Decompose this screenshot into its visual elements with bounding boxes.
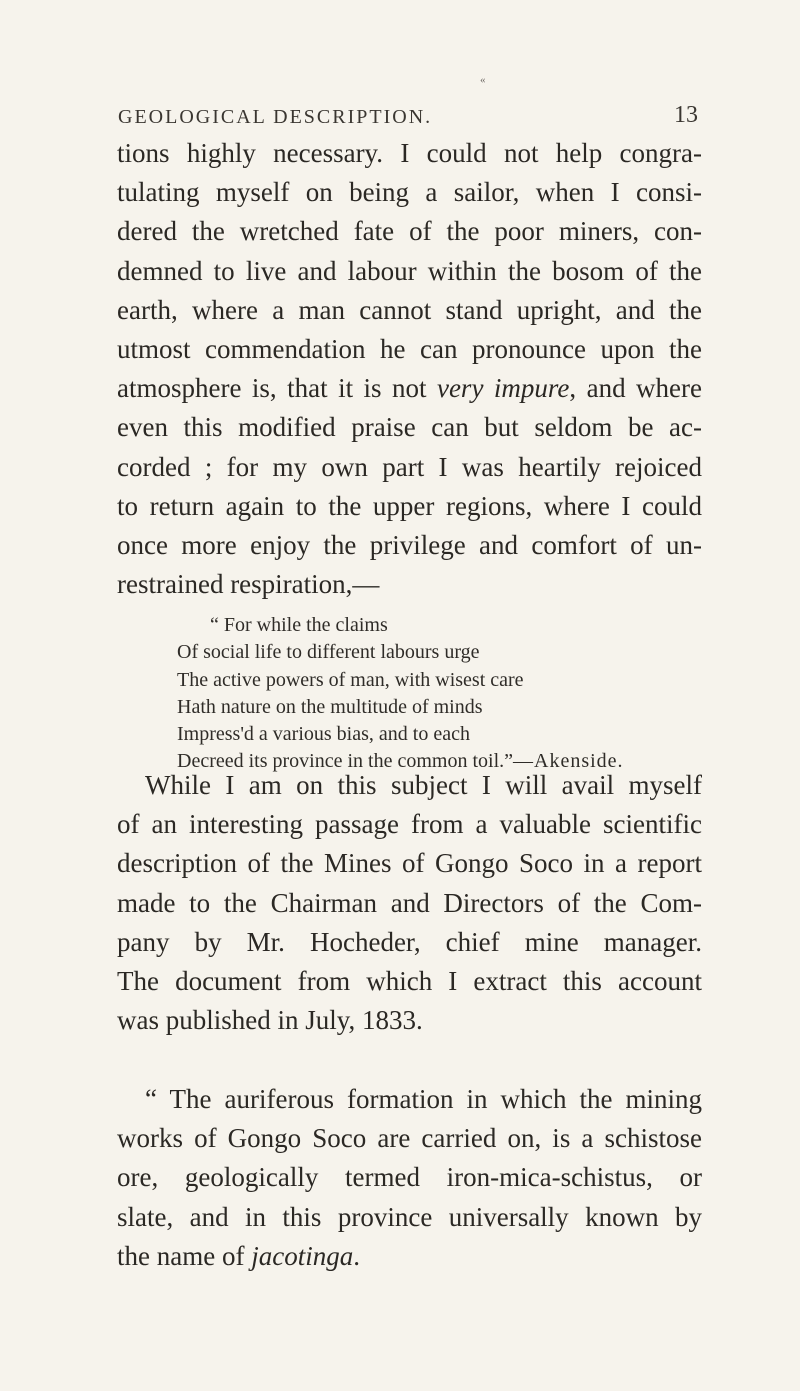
- text-line: earth, where a man cannot stand upright, and the: [117, 294, 702, 325]
- text-line: corded ; for my own part I was heartily rejoiced: [117, 451, 702, 482]
- text-line-with-italic: [117, 1237, 702, 1276]
- verse-line: Decreed its province in the common toil.”: [177, 750, 514, 773]
- text-line: ore, geologically termed iron-mica-schistus, or: [117, 1162, 702, 1193]
- text-run: , and where: [569, 373, 702, 404]
- text-line: restrained respiration,—: [117, 569, 380, 600]
- italic-phrase: very impure: [436, 373, 570, 404]
- text-line: once more enjoy the privilege and comfort of un-: [117, 530, 702, 561]
- text-line: was published in July, 1833.: [117, 1005, 423, 1036]
- page-number: 13: [674, 102, 698, 128]
- print-speck: «: [480, 74, 486, 86]
- text-line: description of the Mines of Gongo Soco in a report: [117, 848, 702, 879]
- text-line: slate, and in this province universally known by: [117, 1201, 702, 1232]
- text-line: made to the Chairman and Directors of the Com-: [117, 887, 702, 918]
- text-line: tulating myself on being a sailor, when I consi-: [117, 177, 702, 208]
- paragraph-1: [117, 134, 702, 604]
- text-line: even this modified praise can but seldom be ac-: [117, 412, 702, 443]
- text-line: dered the wretched fate of the poor miners, con-: [117, 216, 702, 247]
- text-line: pany by Mr. Hocheder, chief mine manager.: [117, 926, 702, 957]
- text-line: While I am on this subject I will avail myself: [145, 770, 702, 800]
- running-title: GEOLOGICAL DESCRIPTION.: [118, 106, 433, 128]
- paragraph-3: [117, 1080, 702, 1276]
- text-line: “ The auriferous formation in which the mining: [145, 1084, 702, 1114]
- verse-line: Hath nature on the multitude of minds: [177, 695, 483, 718]
- verse-quotation: [177, 612, 697, 776]
- text-line: demned to live and labour within the bosom of the: [117, 255, 702, 286]
- text-line-with-italic: [117, 369, 702, 408]
- text-line: tions highly necessary. I could not help congra-: [117, 138, 702, 168]
- verse-line: The active powers of man, with wisest care: [177, 668, 524, 691]
- text-run: .: [353, 1240, 360, 1271]
- text-line: of an interesting passage from a valuable scientific: [117, 809, 702, 840]
- paragraph-2: [117, 766, 702, 1040]
- text-run: the name of: [117, 1240, 252, 1271]
- text-run: atmosphere is, that it is not: [117, 373, 437, 404]
- verse-line: “ For while the claims: [210, 614, 388, 636]
- text-line: The document from which I extract this account: [117, 966, 702, 997]
- text-line: works of Gongo Soco are carried on, is a schistose: [117, 1123, 702, 1154]
- text-line: utmost commendation he can pronounce upon the: [117, 334, 702, 365]
- verse-line: Of social life to different labours urge: [177, 641, 480, 664]
- text-line: to return again to the upper regions, where I could: [117, 490, 702, 521]
- verse-line: Impress'd a various bias, and to each: [177, 723, 470, 746]
- italic-word: jacotinga: [251, 1240, 354, 1271]
- quote-attribution: —Akenside.: [513, 750, 624, 773]
